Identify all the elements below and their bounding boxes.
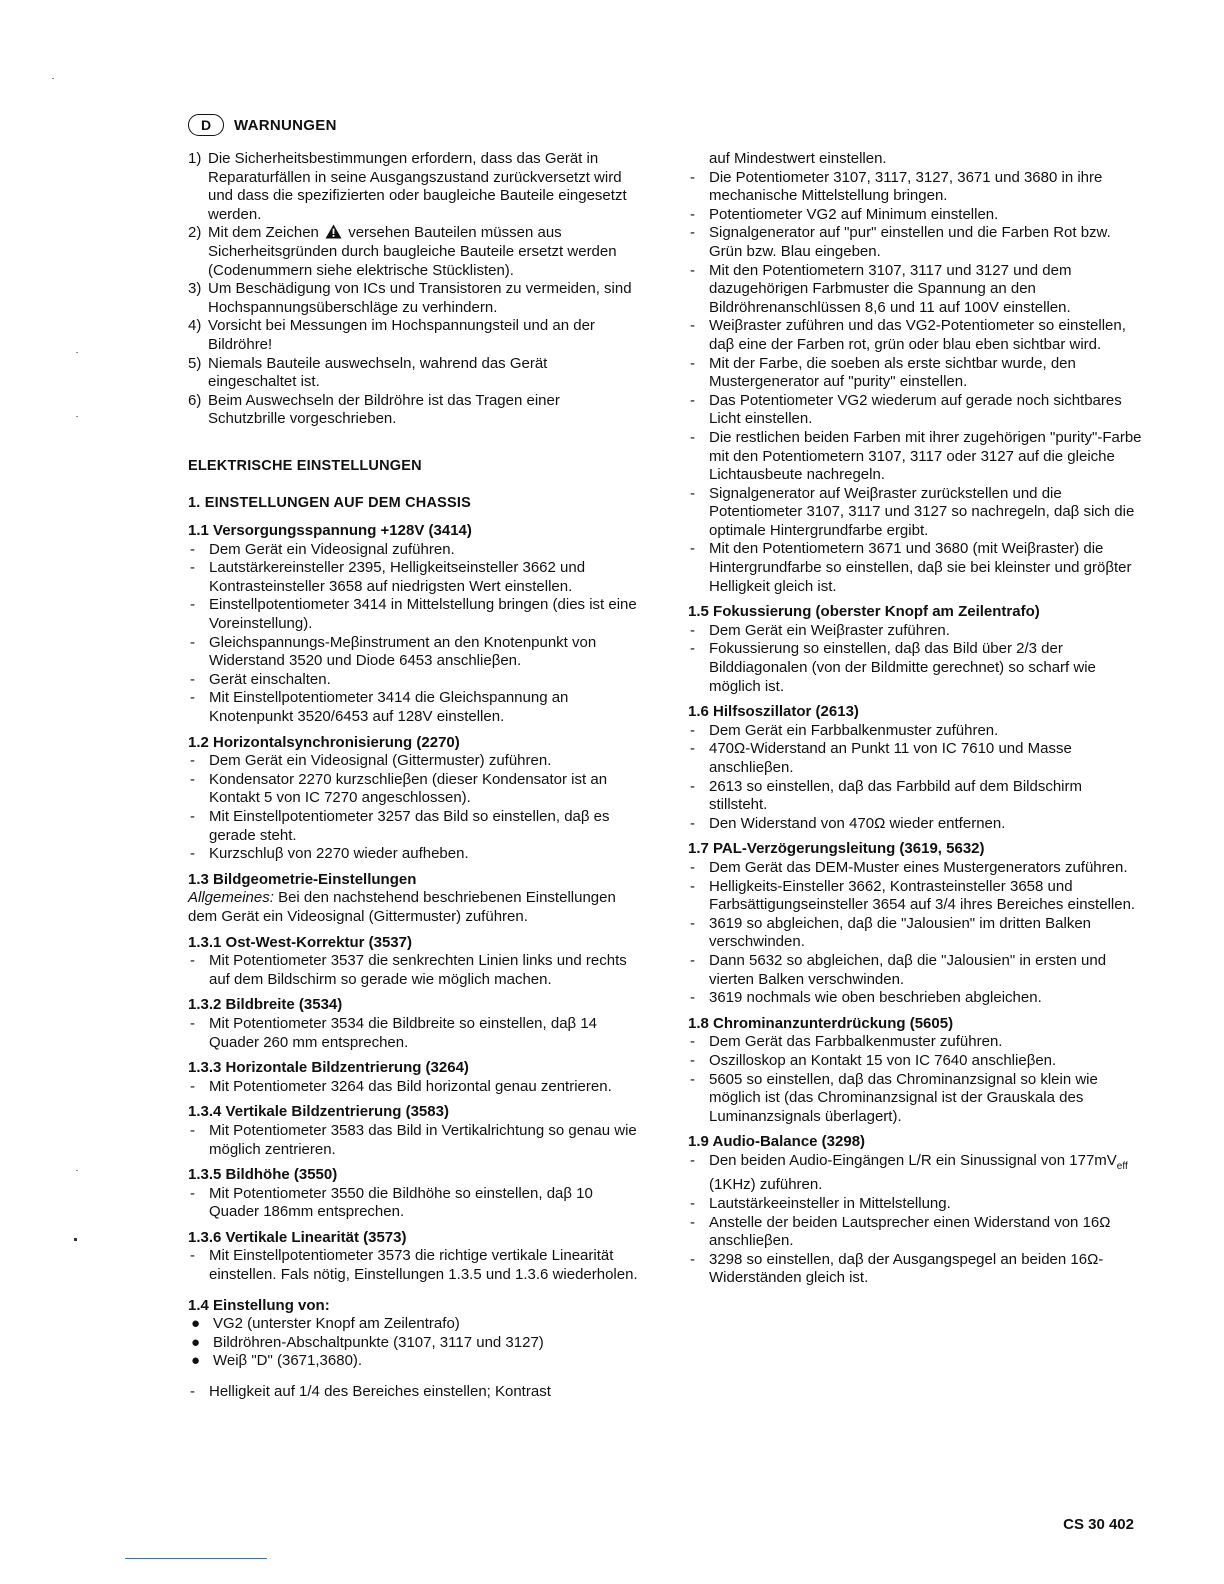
list-item: - Lautstärkeeinsteller in Mittelstellung. bbox=[690, 1195, 951, 1213]
list-item: - Signalgenerator auf Weiβraster zurückstellen und die Potentiometer 3107, 3117 und 3127 so nachregeln, daβ sich die optimale Hintergrundfarbe ergibt. bbox=[690, 484, 1135, 539]
list-item-continuation: auf Mindestwert einstellen. bbox=[709, 150, 887, 167]
list-item: - Potentiometer VG2 auf Minimum einstellen. bbox=[690, 205, 999, 223]
warnings-header bbox=[188, 114, 337, 136]
document-code: CS 30 402 bbox=[1063, 1516, 1134, 1533]
left-column bbox=[188, 150, 638, 1402]
list-item: - Einstellpotentiometer 3414 in Mittelstellung bringen (dies ist eine Voreinstellung). bbox=[190, 596, 637, 633]
subsection-heading: 1.3.1 Ost-West-Korrektur (3537) bbox=[188, 933, 412, 951]
list-item: - Dem Gerät das Farbbalkenmuster zuführen. bbox=[690, 1033, 1003, 1051]
bullet-item: ● VG2 (unterster Knopf am Zeilentrafo) bbox=[191, 1315, 460, 1333]
country-badge: D bbox=[188, 114, 224, 136]
list-item: - Weiβraster zuführen und das VG2-Potentiometer so einstellen, daβ eine der Farben rot, grün oder blau eben sichtbar wird. bbox=[690, 317, 1126, 353]
list-item: - Helligkeit auf 1/4 des Bereiches einstellen; Kontrast bbox=[190, 1383, 551, 1401]
list-item: - Gerät einschalten. bbox=[190, 670, 331, 688]
list-item: - Signalgenerator auf "pur" einstellen und die Farben Rot bzw. Grün bzw. Blau eingeben. bbox=[690, 224, 1111, 260]
list-item: - Mit Einstellpotentiometer 3414 die Gleichspannung an Knotenpunkt 3520/6453 auf 128V einstellen. bbox=[190, 689, 569, 726]
list-item: - Mit Potentiometer 3537 die senkrechten Linien links und rechts auf dem Bildschirm so gerade wie möglich machen. bbox=[190, 952, 627, 988]
subsection-heading: 1.6 Hilfsoszillator (2613) bbox=[688, 703, 859, 721]
list-item: - Dem Gerät ein Weiβraster zuführen. bbox=[690, 621, 950, 639]
scan-speck bbox=[52, 78, 54, 79]
subsection-heading: 1.9 Audio-Balance (3298) bbox=[688, 1133, 866, 1151]
list-item: - Mit den Potentiometern 3107, 3117 und 3127 und dem dazugehörigen Farbmuster die Spannung an den Bildröhrenanschlüssen 8,6 und 11 auf 100V einstellen. bbox=[690, 261, 1072, 316]
subsection-heading: 1.8 Chrominanzunterdrückung (5605) bbox=[688, 1014, 954, 1032]
list-item: - Kurzschluβ von 2270 wieder aufheben. bbox=[190, 845, 469, 863]
list-item: - Mit der Farbe, die soeben als erste sichtbar wurde, den Mustergenerator auf "purity" einstellen. bbox=[690, 354, 1076, 391]
scan-speck bbox=[76, 416, 78, 417]
list-item: - 3298 so einstellen, daβ der Ausgangspegel an beiden 16Ω-Widerständen gleich ist. bbox=[690, 1250, 1104, 1287]
subsection-heading: 1.1 Versorgungsspannung +128V (3414) bbox=[188, 522, 472, 540]
list-item: - 5605 so einstellen, daβ das Chrominanzsignal so klein wie möglich ist (das Chrominanzsignal ist der Grauskala des Luminanzsignals überlagert). bbox=[690, 1070, 1098, 1125]
list-item: - Mit Einstellpotentiometer 3573 die richtige vertikale Linearität einstellen. Fals nötig, Einstellungen 1.3.5 und 1.3.6 wiederholen. bbox=[190, 1247, 638, 1284]
list-item: - Den beiden Audio-Eingängen L/R ein Sinussignal von $177mV_{eff}$ (1KHz) zuführen. bbox=[690, 1151, 1128, 1194]
list-item: - 470Ω-Widerstand an Punkt 11 von IC 7610 und Masse anschlieβen. bbox=[690, 740, 1072, 776]
subsection-heading: 1.7 PAL-Verzögerungsleitung (3619, 5632) bbox=[688, 840, 985, 858]
paragraph: Allgemeines: Bei den nachstehend beschriebenen Einstellungen dem Gerät ein Videosignal (Gittermuster) zuführen. bbox=[188, 889, 616, 925]
right-column bbox=[688, 150, 1143, 1288]
scan-speck bbox=[76, 352, 78, 353]
subsection-heading: 1.4 Einstellung von: bbox=[188, 1296, 330, 1314]
list-item: - 3619 nochmals wie oben beschrieben abgleichen. bbox=[690, 989, 1042, 1007]
scan-speck bbox=[74, 1238, 77, 1241]
warnings-title: WARNUNGEN bbox=[234, 116, 337, 134]
list-item: - Dem Gerät ein Farbbalkenmuster zuführen. bbox=[690, 721, 999, 739]
warning-item: 6) Beim Auswechseln der Bildröhre ist das Tragen einer Schutzbrille vorgeschrieben. bbox=[188, 391, 560, 428]
list-item: - Die restlichen beiden Farben mit ihrer zugehörigen "purity"-Farbe mit den Potentiometern 3107, 3117 oder 3127 auf die gleiche Lichtausbeute nachregeln. bbox=[690, 428, 1142, 484]
list-item: - Den Widerstand von 470Ω wieder entfernen. bbox=[690, 814, 1006, 832]
bullet-item: ● Weiβ "D" (3671,3680). bbox=[191, 1352, 363, 1370]
list-item: - Das Potentiometer VG2 wiederum auf gerade noch sichtbares Licht einstellen. bbox=[690, 391, 1122, 428]
list-item: - Mit Potentiometer 3264 das Bild horizontal genau zentrieren. bbox=[190, 1077, 612, 1095]
list-item: - Helligkeits-Einsteller 3662, Kontrasteinsteller 3658 und Farbsättigungseinsteller 3654 auf 3/4 ihres Bereiches einstellen. bbox=[690, 877, 1136, 914]
subsection-heading: 1.3.4 Vertikale Bildzentrierung (3583) bbox=[188, 1103, 449, 1121]
section-title-elektrische: ELEKTRISCHE EINSTELLUNGEN bbox=[188, 457, 422, 474]
subsection-heading: 1.3 Bildgeometrie-Einstellungen bbox=[188, 870, 417, 888]
subsection-heading: 1.3.3 Horizontale Bildzentrierung (3264) bbox=[188, 1059, 469, 1077]
list-item: - Die Potentiometer 3107, 3117, 3127, 3671 und 3680 in ihre mechanische Mittelstellung bringen. bbox=[690, 168, 1103, 205]
list-item: - Fokussierung so einstellen, daβ das Bild über 2/3 der Bilddiagonalen (von der Bildmitte gerechnet) so scharf wie möglich ist. bbox=[690, 640, 1096, 695]
list-item: - Dem Gerät ein Videosignal (Gittermuster) zuführen. bbox=[190, 752, 552, 770]
list-item: - Dann 5632 so abgleichen, daβ die "Jalousien" in ersten und vierten Balken verschwinden. bbox=[690, 951, 1107, 988]
warning-item: 2) Mit dem Zeichen versehen Bauteilen müssen aus Sicherheitsgründen durch baugleiche Bauteile ersetzt werden (Codenummern siehe elektrische Stücklisten). bbox=[188, 224, 617, 279]
bullet-item: ● Bildröhren-Abschaltpunkte (3107, 3117 und 3127) bbox=[191, 1333, 544, 1351]
subsection-heading: 1.3.6 Vertikale Linearität (3573) bbox=[188, 1228, 407, 1246]
list-item: - Mit Einstellpotentiometer 3257 das Bild so einstellen, daβ es gerade steht. bbox=[190, 808, 610, 844]
list-item: - 3619 so abgleichen, daβ die "Jalousien" im dritten Balken verschwinden. bbox=[690, 914, 1092, 951]
section-title-chassis: 1. EINSTELLUNGEN AUF DEM CHASSIS bbox=[188, 494, 471, 511]
list-item: - Mit den Potentiometern 3671 und 3680 (mit Weiβraster) die Hintergrundfarbe so einstellen, daβ sie bei kleinster und gröβter Helligkeit gleich ist. bbox=[690, 540, 1132, 595]
subsection-heading: 1.5 Fokussierung (oberster Knopf am Zeilentrafo) bbox=[688, 603, 1040, 621]
list-item: - Mit Potentiometer 3534 die Bildbreite so einstellen, daβ 14 Quader 260 mm entsprechen. bbox=[190, 1014, 598, 1051]
list-item: - Gleichspannungs-Meβinstrument an den Knotenpunkt von Widerstand 3520 und Diode 6453 anschlieβen. bbox=[190, 633, 597, 670]
warning-item: 4) Vorsicht bei Messungen im Hochspannungsteil und an der Bildröhre! bbox=[188, 317, 595, 353]
list-item: - Mit Potentiometer 3583 das Bild in Vertikalrichtung so genau wie möglich zentrieren. bbox=[190, 1121, 637, 1158]
subsection-heading: 1.2 Horizontalsynchronisierung (2270) bbox=[188, 733, 460, 751]
footer-rule bbox=[125, 1558, 267, 1559]
subsection-heading: 1.3.5 Bildhöhe (3550) bbox=[188, 1166, 338, 1184]
list-item: - Dem Gerät ein Videosignal zuführen. bbox=[190, 540, 455, 558]
warning-item: 3) Um Beschädigung von ICs und Transistoren zu vermeiden, sind Hochspannungsüberschläge zu verhindern. bbox=[188, 280, 632, 316]
list-item: - Lautstärkereinsteller 2395, Helligkeitseinsteller 3662 und Kontrasteinsteller 3658 auf niedrigsten Wert einstellen. bbox=[190, 559, 586, 595]
subsection-heading: 1.3.2 Bildbreite (3534) bbox=[188, 996, 343, 1014]
warning-triangle-icon bbox=[325, 224, 342, 239]
list-item: - Anstelle der beiden Lautsprecher einen Widerstand von 16Ω anschlieβen. bbox=[690, 1213, 1111, 1250]
list-item: - Dem Gerät das DEM-Muster eines Mustergenerators zuführen. bbox=[690, 858, 1128, 876]
warning-item: 5) Niemals Bauteile auswechseln, wahrend das Gerät eingeschaltet ist. bbox=[188, 354, 548, 391]
list-item: - 2613 so einstellen, daβ das Farbbild auf dem Bildschirm stillsteht. bbox=[690, 777, 1082, 814]
scan-speck bbox=[76, 1170, 78, 1171]
list-item: - Mit Potentiometer 3550 die Bildhöhe so einstellen, daβ 10 Quader 186mm entsprechen. bbox=[190, 1184, 593, 1221]
list-item: - Oszilloskop an Kontakt 15 von IC 7640 anschlieβen. bbox=[690, 1051, 1057, 1069]
list-item: - Kondensator 2270 kurzschlieβen (dieser Kondensator ist an Kontakt 5 von IC 7270 angeschlossen). bbox=[190, 770, 608, 807]
warning-item: 1) Die Sicherheitsbestimmungen erfordern, dass das Gerät in Reparaturfällen in seine Ausgangszustand zurückversetzt wird und dass die spezifizierten oder baugleiche Bauteile eingesetzt werden. bbox=[188, 150, 627, 223]
